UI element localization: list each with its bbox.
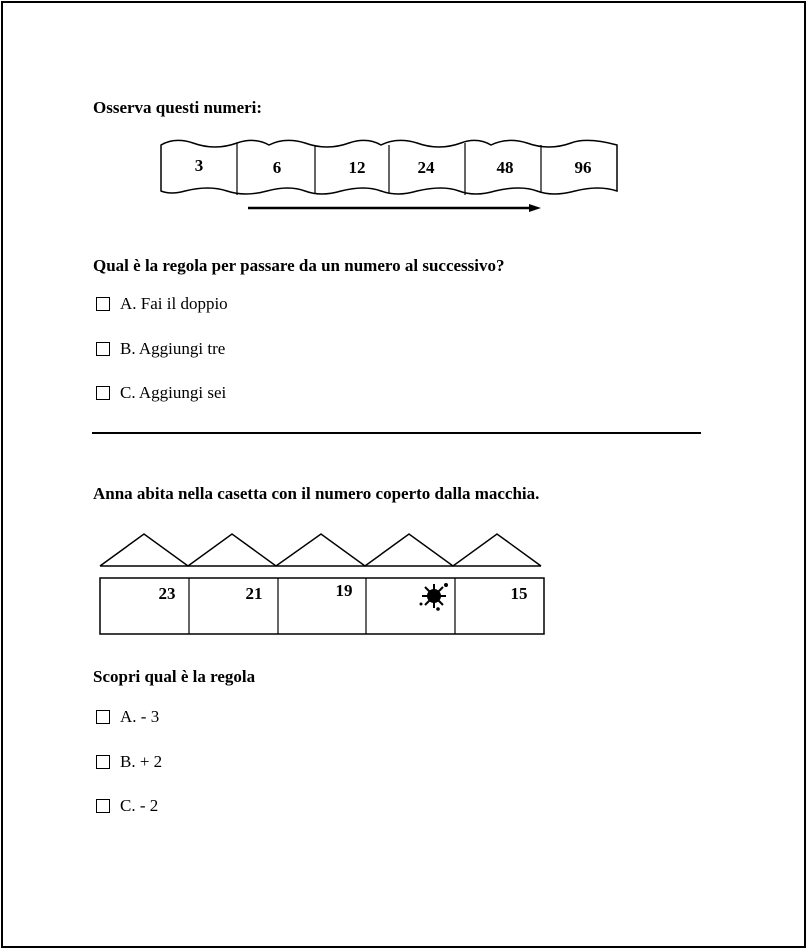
- option-b[interactable]: [96, 752, 162, 772]
- sequence-number: 48: [496, 158, 514, 177]
- checkbox[interactable]: [96, 297, 110, 311]
- option-label: A. - 3: [120, 707, 160, 726]
- option-c[interactable]: [96, 383, 226, 403]
- option-label: B. + 2: [120, 752, 163, 771]
- section2-question: Scopri qual è la regola: [93, 667, 256, 686]
- option-label: B. Aggiungi tre: [120, 339, 226, 358]
- option-label: C. Aggiungi sei: [120, 383, 227, 402]
- section1-heading: Osserva questi numeri:: [93, 98, 263, 117]
- arrow-head-icon: [529, 204, 541, 212]
- checkbox[interactable]: [96, 342, 110, 356]
- checkbox[interactable]: [96, 710, 110, 724]
- section1-question: Qual è la regola per passare da un numero al successivo?: [93, 256, 505, 275]
- house-number: 23: [158, 584, 176, 603]
- option-a[interactable]: [96, 294, 228, 314]
- option-a[interactable]: [96, 707, 159, 727]
- roofs: [100, 534, 541, 566]
- house-number: 15: [510, 584, 528, 603]
- sequence-number: 24: [417, 158, 435, 177]
- houses-row: [95, 528, 555, 640]
- checkbox[interactable]: [96, 386, 110, 400]
- section-divider: [92, 432, 701, 434]
- option-b[interactable]: [96, 339, 225, 359]
- sequence-number: 3: [194, 156, 204, 175]
- sequence-number: 12: [348, 158, 366, 177]
- sequence-number: 6: [272, 158, 282, 177]
- section2-heading: Anna abita nella casetta con il numero coperto dalla macchia.: [93, 484, 540, 503]
- house-number: 19: [335, 581, 353, 600]
- number-ribbon: [155, 135, 625, 215]
- option-c[interactable]: [96, 796, 158, 816]
- house-number: 21: [245, 584, 263, 603]
- option-label: A. Fai il doppio: [120, 294, 228, 313]
- checkbox[interactable]: [96, 755, 110, 769]
- option-label: C. - 2: [120, 796, 159, 815]
- checkbox[interactable]: [96, 799, 110, 813]
- sequence-number: 96: [574, 158, 592, 177]
